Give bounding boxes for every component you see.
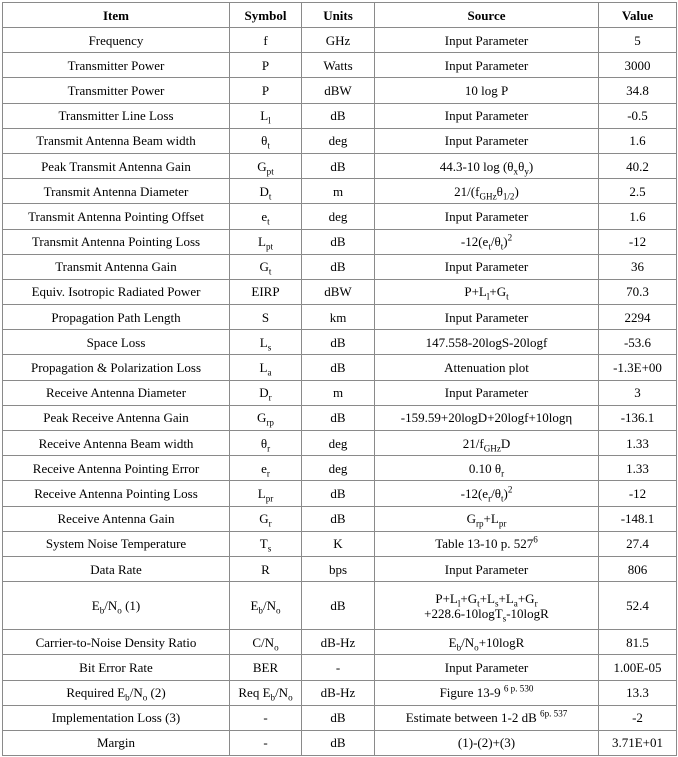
units-cell: dB-Hz (302, 680, 375, 705)
value-cell: 40.2 (599, 153, 677, 178)
item-cell: Propagation Path Length (3, 305, 230, 330)
source-cell: Input Parameter (375, 28, 599, 53)
table-row (3, 630, 677, 655)
symbol-cell: Req $E_b/N_o$ (230, 680, 302, 705)
symbol-cell: $G_r$ (230, 506, 302, 531)
symbol-cell: P (230, 53, 302, 78)
table-row (3, 405, 677, 430)
units-cell: dB-Hz (302, 630, 375, 655)
symbol-cell: $L_a$ (230, 355, 302, 380)
item-cell: Transmitter Line Loss (3, 103, 230, 128)
table-row (3, 380, 677, 405)
source-cell: Input Parameter (375, 655, 599, 680)
units-cell: deg (302, 204, 375, 229)
source-cell (375, 582, 599, 630)
units-cell: Watts (302, 53, 375, 78)
item-cell: Transmit Antenna Gain (3, 254, 230, 279)
item-cell: Equiv. Isotropic Radiated Power (3, 279, 230, 304)
header-row (3, 3, 677, 28)
table-row (3, 330, 677, 355)
symbol-cell: $L_s$ (230, 330, 302, 355)
value-cell: 2.5 (599, 179, 677, 204)
value-cell: -148.1 (599, 506, 677, 531)
symbol-cell: $L_l$ (230, 103, 302, 128)
value-cell: 34.8 (599, 78, 677, 103)
symbol-cell: $e_r$ (230, 456, 302, 481)
link-budget-table (2, 2, 677, 756)
units-cell: dB (302, 153, 375, 178)
symbol-cell: - (230, 730, 302, 755)
value-cell: 3 (599, 380, 677, 405)
item-cell: Frequency (3, 28, 230, 53)
source-cell: $21/(f_{GHz}\theta_{1/2})$ (375, 179, 599, 204)
item-cell: Transmitter Power (3, 78, 230, 103)
item-cell: Transmit Antenna Beam width (3, 128, 230, 153)
source-cell: Input Parameter (375, 380, 599, 405)
value-cell: 3000 (599, 53, 677, 78)
item-cell: Receive Antenna Pointing Loss (3, 481, 230, 506)
table-row (3, 355, 677, 380)
value-cell: 1.33 (599, 431, 677, 456)
item-cell: Data Rate (3, 556, 230, 581)
source-cell: Input Parameter (375, 53, 599, 78)
item-cell: Receive Antenna Pointing Error (3, 456, 230, 481)
source-cell: Figure 13-9 $^{6 p. 530}$ (375, 680, 599, 705)
units-cell: dB (302, 405, 375, 430)
item-cell: Carrier-to-Noise Density Ratio (3, 630, 230, 655)
table-row (3, 153, 677, 178)
value-cell: 2294 (599, 305, 677, 330)
source-cell: 147.558-20logS-20logf (375, 330, 599, 355)
item-cell: $E_b/N_o$ (1) (3, 582, 230, 630)
value-cell: 5 (599, 28, 677, 53)
header-value: Value (599, 3, 677, 28)
units-cell: dB (302, 730, 375, 755)
source-cell: $G_{rp}+L_{pr}$ (375, 506, 599, 531)
source-cell: 0.10 $\theta_r$ (375, 456, 599, 481)
table-row (3, 279, 677, 304)
symbol-cell: $D_r$ (230, 380, 302, 405)
symbol-cell: R (230, 556, 302, 581)
table-row (3, 582, 677, 630)
units-cell: - (302, 655, 375, 680)
units-cell: dB (302, 103, 375, 128)
source-cell: Input Parameter (375, 254, 599, 279)
symbol-cell: f (230, 28, 302, 53)
units-cell: m (302, 380, 375, 405)
table-row (3, 506, 677, 531)
source-cell: Input Parameter (375, 128, 599, 153)
table-row (3, 481, 677, 506)
header-item: Item (3, 3, 230, 28)
symbol-cell: $T_s$ (230, 531, 302, 556)
units-cell: dBW (302, 78, 375, 103)
units-cell: K (302, 531, 375, 556)
symbol-cell: - (230, 705, 302, 730)
units-cell: dB (302, 481, 375, 506)
symbol-cell: $L_{pr}$ (230, 481, 302, 506)
symbol-cell: $D_t$ (230, 179, 302, 204)
value-cell: 81.5 (599, 630, 677, 655)
source-cell: $-12(e_r/\theta_t)^2$ (375, 481, 599, 506)
source-cell: $-12(e_t/\theta_t)^2$ (375, 229, 599, 254)
value-cell: 1.6 (599, 128, 677, 153)
units-cell: dB (302, 355, 375, 380)
table-row (3, 531, 677, 556)
table-row (3, 78, 677, 103)
value-cell: 52.4 (599, 582, 677, 630)
table-row (3, 103, 677, 128)
item-cell: Receive Antenna Beam width (3, 431, 230, 456)
symbol-cell: $e_t$ (230, 204, 302, 229)
header-symbol: Symbol (230, 3, 302, 28)
source-cell: $P+L_l+G_t$ (375, 279, 599, 304)
source-cell: Input Parameter (375, 103, 599, 128)
symbol-cell: $G_{pt}$ (230, 153, 302, 178)
source-cell: $21/f_{GHz}D$ (375, 431, 599, 456)
source-cell: (1)-(2)+(3) (375, 730, 599, 755)
symbol-cell: S (230, 305, 302, 330)
item-cell: Space Loss (3, 330, 230, 355)
item-cell: Bit Error Rate (3, 655, 230, 680)
source-cell: Input Parameter (375, 305, 599, 330)
value-cell: -53.6 (599, 330, 677, 355)
table-row (3, 556, 677, 581)
units-cell: deg (302, 431, 375, 456)
value-cell: 36 (599, 254, 677, 279)
symbol-cell: $G_t$ (230, 254, 302, 279)
symbol-cell: $L_{pt}$ (230, 229, 302, 254)
item-cell: Transmit Antenna Pointing Offset (3, 204, 230, 229)
units-cell: deg (302, 456, 375, 481)
item-cell: Required $E_b/N_o$ (2) (3, 680, 230, 705)
item-cell: System Noise Temperature (3, 531, 230, 556)
source-cell: 44.3-10 $\log (\theta_x\theta_y)$ (375, 153, 599, 178)
source-line-1: $P+L_l+G_t+L_s+L_a+G_r$ (435, 590, 538, 609)
item-cell: Transmitter Power (3, 53, 230, 78)
symbol-cell: $\theta_r$ (230, 431, 302, 456)
value-cell: 3.71E+01 (599, 730, 677, 755)
units-cell: km (302, 305, 375, 330)
table-row (3, 730, 677, 755)
table-row (3, 305, 677, 330)
symbol-cell: EIRP (230, 279, 302, 304)
symbol-cell: BER (230, 655, 302, 680)
source-cell: -159.59+20logD+20logf+10logη (375, 405, 599, 430)
value-cell: 27.4 (599, 531, 677, 556)
table-row (3, 431, 677, 456)
value-cell: 1.33 (599, 456, 677, 481)
item-cell: Propagation & Polarization Loss (3, 355, 230, 380)
units-cell: dBW (302, 279, 375, 304)
units-cell: dB (302, 330, 375, 355)
header-source: Source (375, 3, 599, 28)
table-row (3, 179, 677, 204)
item-cell: Peak Receive Antenna Gain (3, 405, 230, 430)
units-cell: dB (302, 582, 375, 630)
symbol-cell: $E_b/N_o$ (230, 582, 302, 630)
value-cell: 1.6 (599, 204, 677, 229)
units-cell: deg (302, 128, 375, 153)
value-cell: -1.3E+00 (599, 355, 677, 380)
units-cell: dB (302, 229, 375, 254)
table-row (3, 254, 677, 279)
item-cell: Transmit Antenna Pointing Loss (3, 229, 230, 254)
table-row (3, 229, 677, 254)
source-line-2: +228.6-10logT$_s$-10logR (424, 605, 549, 624)
item-cell: Peak Transmit Antenna Gain (3, 153, 230, 178)
table-row (3, 28, 677, 53)
table-row (3, 680, 677, 705)
value-cell: -136.1 (599, 405, 677, 430)
item-cell: Margin (3, 730, 230, 755)
source-cell: Estimate between 1-2 dB $^{6p. 537}$ (375, 705, 599, 730)
table-row (3, 705, 677, 730)
table-row (3, 456, 677, 481)
units-cell: dB (302, 506, 375, 531)
source-cell: Table 13-10 p. $527^6$ (375, 531, 599, 556)
table-row (3, 53, 677, 78)
source-cell: Input Parameter (375, 204, 599, 229)
source-cell: 10 log P (375, 78, 599, 103)
header-units: Units (302, 3, 375, 28)
symbol-cell: $C/N_o$ (230, 630, 302, 655)
value-cell: 1.00E-05 (599, 655, 677, 680)
symbol-cell: $G_{rp}$ (230, 405, 302, 430)
units-cell: m (302, 179, 375, 204)
units-cell: dB (302, 254, 375, 279)
table-row (3, 655, 677, 680)
symbol-cell: $\theta_t$ (230, 128, 302, 153)
symbol-cell: P (230, 78, 302, 103)
table-row (3, 128, 677, 153)
value-cell: -12 (599, 229, 677, 254)
value-cell: 13.3 (599, 680, 677, 705)
value-cell: -12 (599, 481, 677, 506)
item-cell: Receive Antenna Gain (3, 506, 230, 531)
source-cell: Attenuation plot (375, 355, 599, 380)
source-cell: $E_b/N_o+10\log R$ (375, 630, 599, 655)
source-cell: Input Parameter (375, 556, 599, 581)
item-cell: Transmit Antenna Diameter (3, 179, 230, 204)
value-cell: 806 (599, 556, 677, 581)
value-cell: -2 (599, 705, 677, 730)
item-cell: Implementation Loss (3) (3, 705, 230, 730)
table-row (3, 204, 677, 229)
item-cell: Receive Antenna Diameter (3, 380, 230, 405)
units-cell: dB (302, 705, 375, 730)
value-cell: -0.5 (599, 103, 677, 128)
units-cell: GHz (302, 28, 375, 53)
value-cell: 70.3 (599, 279, 677, 304)
units-cell: bps (302, 556, 375, 581)
